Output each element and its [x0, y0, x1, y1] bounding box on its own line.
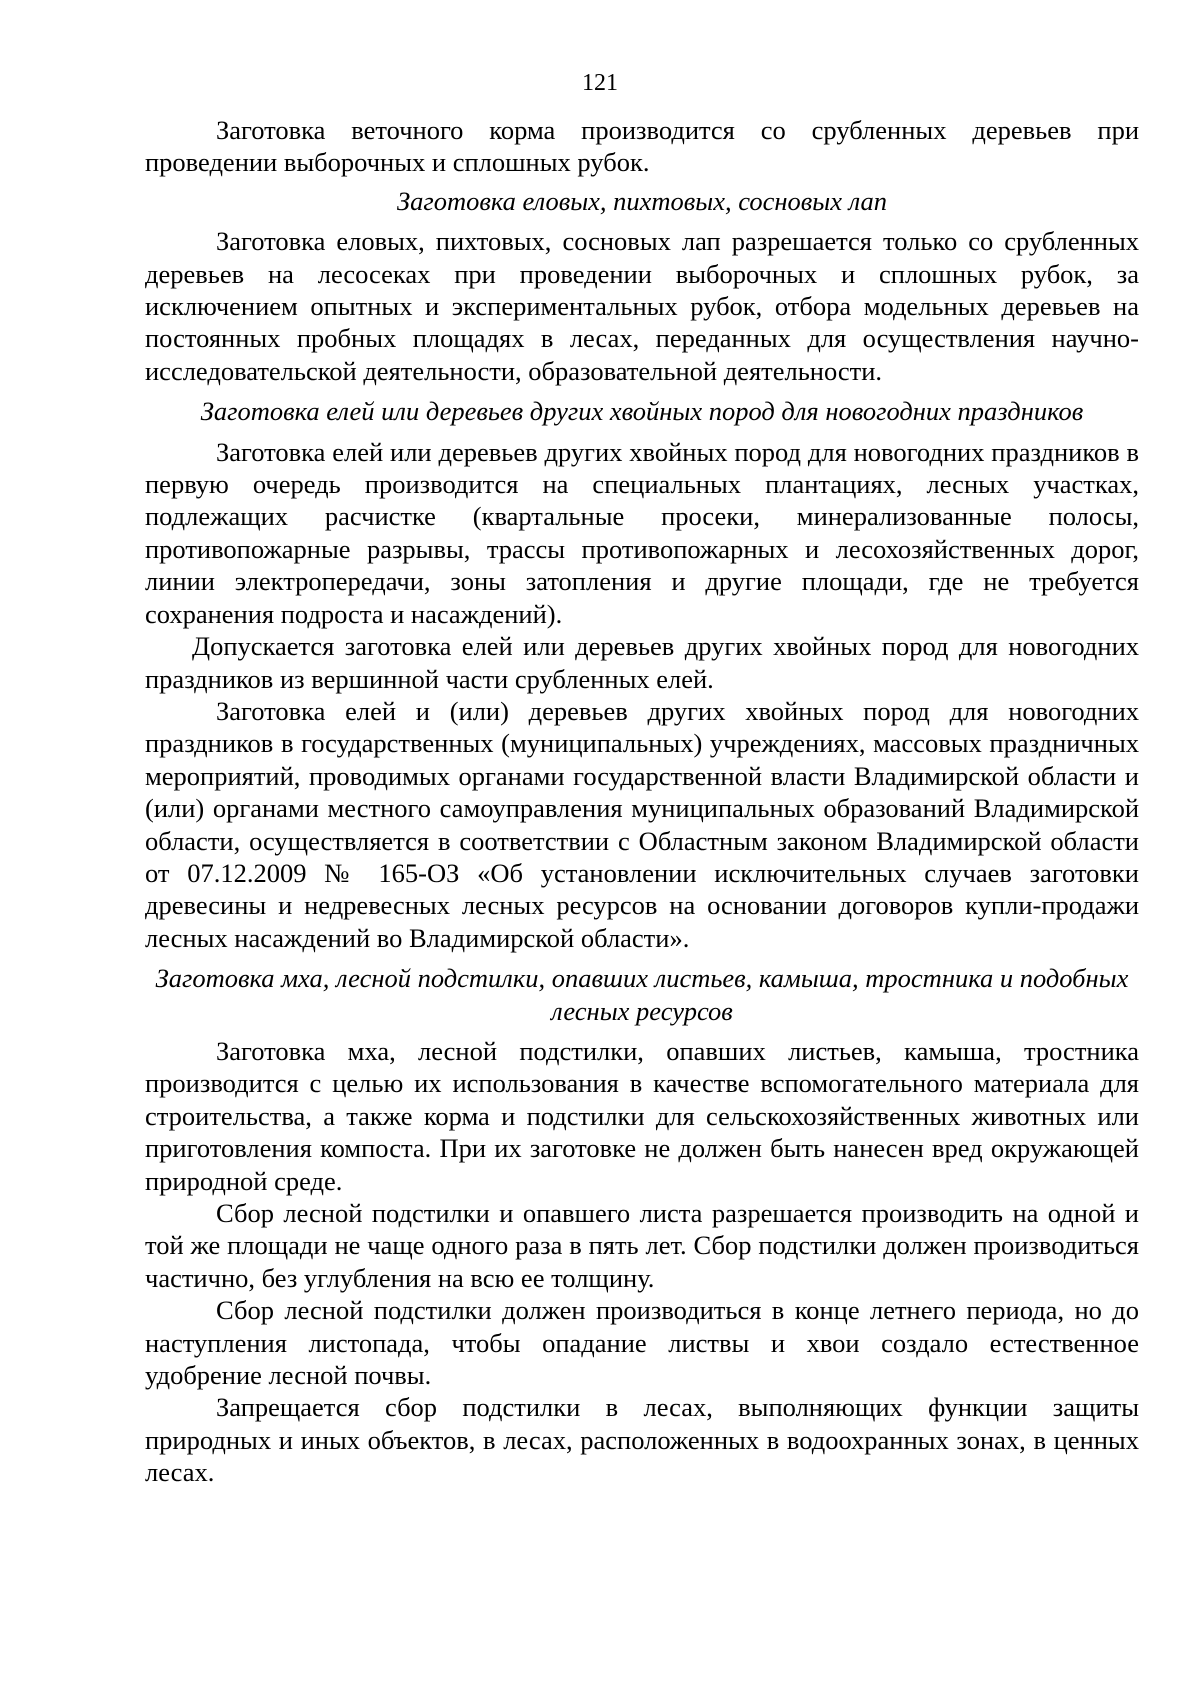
paragraph-litter-prohibition: Запрещается сбор подстилки в лесах, выполняющих функции защиты природных и иных объектов, в лесах, расположенных в водоохранных зонах, в ценных лесах. [145, 1392, 1139, 1488]
paragraph-new-year-trees-tops: Допускается заготовка елей или деревьев других хвойных пород для новогодних праздников из вершинной части срубленных елей. [145, 631, 1139, 694]
paragraph-new-year-trees-law: Заготовка елей и (или) деревьев других хвойных пород для новогодних праздников в государственных (муниципальных) учреждениях, массовых праздничных мероприятий, проводимых органами государственной власти Владимирской области и (или) органами местного самоуправления муниципальных образований Владимирской области, осуществляется в соответствии с Областным законом Владимирской области от 07.12.2009 № 165-ОЗ «Об установлении исключительных случаев заготовки древесины и недревесных лесных ресурсов на основании договоров купли-продажи лесных насаждений во Владимирской области». [145, 695, 1139, 953]
page-number: 121 [582, 70, 618, 96]
section-heading-conifer-paws: Заготовка еловых, пихтовых, сосновых лап [397, 185, 887, 216]
paragraph-litter-timing: Сбор лесной подстилки должен производиться в конце летнего периода, но до наступления листопада, чтобы опадание листвы и хвои создало естественное удобрение лесной почвы. [145, 1295, 1139, 1391]
section-heading-new-year-trees: Заготовка елей или деревьев других хвойных пород для новогодних праздников [200, 396, 1084, 427]
paragraph-new-year-trees-sites: Заготовка елей или деревьев других хвойных пород для новогодних праздников в первую очередь производится на специальных плантациях, лесных участках, подлежащих расчистке (квартальные просеки, минерализованные полосы, противопожарные разрывы, трассы противопожарных и лесохозяйственных дорог, линии электропередачи, зоны затопления и другие площади, где не требуется сохранения подроста и насаждений). [145, 436, 1139, 629]
paragraph-moss-litter-purpose: Заготовка мха, лесной подстилки, опавших листьев, камыша, тростника производится с целью их использования в качестве вспомогательного материала для строительства, а также корма и подстилки для сельскохозяйственных животных или приготовления компоста. При их заготовке не должен быть нанесен вред окружающей природной среде. [145, 1035, 1139, 1196]
section-heading-moss-litter: Заготовка мха, лесной подстилки, опавших листьев, камыша, тростника и подобных лесных ресурсов [155, 963, 1129, 1026]
paragraph-conifer-paws: Заготовка еловых, пихтовых, сосновых лап разрешается только со срубленных деревьев на лесосеках при проведении выборочных и сплошных рубок, за исключением опытных и экспериментальных рубок, отбора модельных деревьев на постоянных пробных площадях в лесах, переданных для осуществления научно-исследовательской деятельности, образовательной деятельности. [145, 226, 1139, 386]
paragraph-litter-frequency: Сбор лесной подстилки и опавшего листа разрешается производить на одной и той же площади не чаще одного раза в пять лет. Сбор подстилки должен производиться частично, без углубления на всю ее толщину. [145, 1198, 1139, 1293]
document-body [145, 114, 1139, 1489]
paragraph-branch-feed: Заготовка веточного корма производится со срубленных деревьев при проведении выборочных и сплошных рубок. [145, 115, 1139, 178]
